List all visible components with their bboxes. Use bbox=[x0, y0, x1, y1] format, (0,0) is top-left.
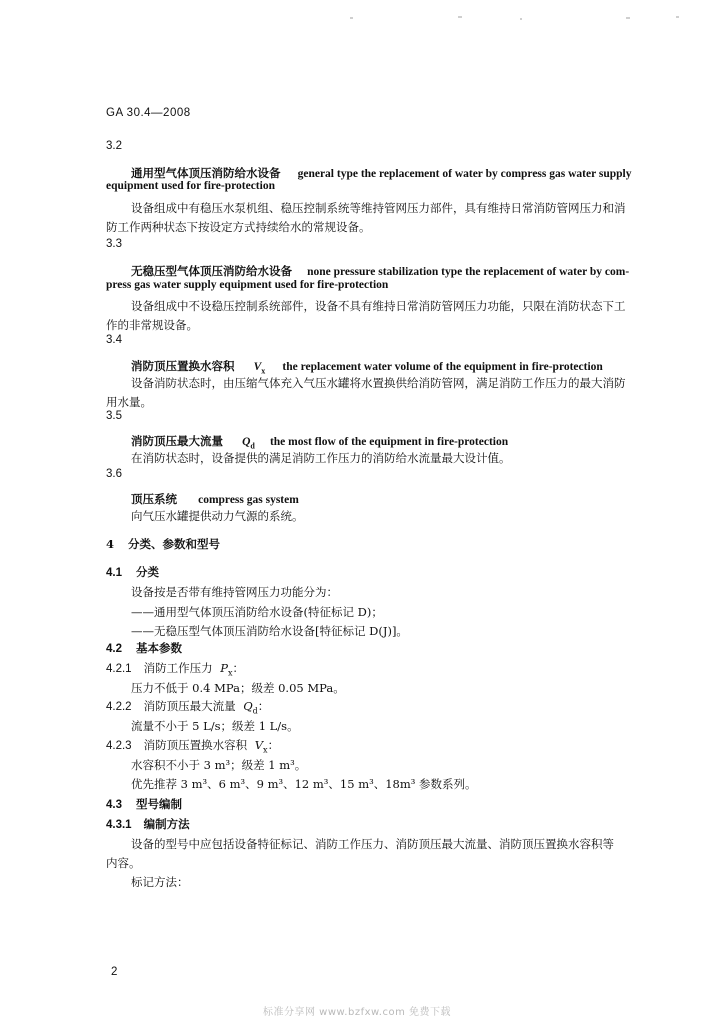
body-line: 设备的型号中应包括设备特征标记、消防工作压力、消防顶压最大流量、消防顶压置换水容积等 bbox=[131, 837, 614, 851]
watermark-footer: 标准分享网 www.bzfxw.com 免费下载 bbox=[263, 1007, 451, 1018]
definition-line: 在消防状态时，设备提供的满足消防工作压力的消防给水流量最大设计值。 bbox=[131, 451, 511, 465]
body-line: 标记方法： bbox=[131, 875, 189, 889]
clause-number-3-5: 3.5 bbox=[106, 410, 122, 422]
term-cn: 通用型气体顶压消防给水设备 bbox=[131, 166, 281, 180]
list-item: ——无稳压型气体顶压消防给水设备[特征标记 D(J)]。 bbox=[131, 624, 408, 638]
term-en: general type the replacement of water by compress gas water supply bbox=[297, 168, 632, 180]
parameter-symbol: $P_x$ bbox=[220, 661, 233, 678]
term-cn: 无稳压型气体顶压消防给水设备 bbox=[131, 264, 292, 278]
body-line: 内容。 bbox=[106, 856, 141, 870]
term-en-continued: equipment used for fire-protection bbox=[106, 180, 275, 192]
term-en: none pressure stabilization type the replacement of water by com- bbox=[307, 266, 630, 278]
term-3-4 bbox=[131, 355, 603, 375]
definition-line: 作的非常规设备。 bbox=[106, 318, 198, 332]
term-en: the most flow of the equipment in fire-protection bbox=[269, 436, 509, 448]
body-line: 流量不小于 5 L/s；级差 1 L/s。 bbox=[131, 719, 299, 733]
body-line: 优先推荐 3 m³、6 m³、9 m³、12 m³、15 m³、18m³ 参数系列。 bbox=[131, 777, 477, 791]
parameter-symbol: $V_x$ bbox=[254, 738, 268, 755]
term-cn: 顶压系统 bbox=[131, 492, 177, 506]
term-en: the replacement water volume of the equipment in fire-protection bbox=[282, 361, 603, 373]
term-3-2 bbox=[131, 162, 631, 181]
definition-line: 用水量。 bbox=[106, 395, 152, 409]
body-line: 水容积不小于 3 m³；级差 1 m³。 bbox=[131, 758, 307, 772]
clause-heading-4-3: 4.3 型号编制 bbox=[106, 797, 182, 811]
clause-number-3-2: 3.2 bbox=[106, 140, 122, 152]
list-item: ——通用型气体顶压消防给水设备(特征标记 D)； bbox=[131, 605, 383, 619]
term-symbol: $V_x$ bbox=[253, 361, 266, 376]
definition-line: 设备组成中有稳压水泵机组、稳压控制系统等维持管网压力部件，具有维持日常消防管网压力和消 bbox=[131, 201, 626, 215]
body-line: 设备按是否带有维持管网压力功能分为： bbox=[131, 585, 338, 599]
term-3-5 bbox=[131, 430, 508, 450]
definition-line: 防工作两种状态下按设定方式持续给水的常规设备。 bbox=[106, 220, 371, 234]
body-line: 压力不低于 0.4 MPa；级差 0.05 MPa。 bbox=[131, 681, 345, 695]
clause-heading-4-3-1: 4.3.1 编制方法 bbox=[106, 817, 190, 831]
parameter-symbol: $Q_d$ bbox=[243, 699, 258, 716]
definition-line: 向气压水罐提供动力气源的系统。 bbox=[131, 509, 304, 523]
term-en-continued: press gas water supply equipment used for fire-protection bbox=[106, 279, 389, 291]
definition-line: 设备组成中不设稳压控制系统部件，设备不具有维持日常消防管网压力功能，只限在消防状态下工 bbox=[131, 299, 626, 313]
clause-heading-4-2-2: 4.2.2 消防顶压最大流量 $Q_d$： bbox=[106, 699, 270, 716]
clause-number-3-6: 3.6 bbox=[106, 468, 122, 480]
section-heading-4: 4 分类、参数和型号 bbox=[106, 537, 221, 551]
term-3-6 bbox=[131, 488, 299, 507]
term-3-3 bbox=[131, 260, 629, 279]
clause-number-3-4: 3.4 bbox=[106, 334, 122, 346]
term-en: compress gas system bbox=[198, 494, 299, 506]
standard-code-header: GA 30.4—2008 bbox=[106, 107, 191, 119]
term-cn: 消防顶压最大流量 bbox=[131, 434, 223, 448]
clause-heading-4-1: 4.1 分类 bbox=[106, 565, 159, 579]
page-number: 2 bbox=[111, 966, 118, 978]
clause-heading-4-2: 4.2 基本参数 bbox=[106, 641, 182, 655]
clause-heading-4-2-3: 4.2.3 消防顶压置换水容积 $V_x$： bbox=[106, 738, 280, 755]
term-cn: 消防顶压置换水容积 bbox=[131, 359, 235, 373]
clause-heading-4-2-1: 4.2.1 消防工作压力 $P_x$： bbox=[106, 661, 244, 678]
clause-number-3-3: 3.3 bbox=[106, 238, 122, 250]
term-symbol: $Q_d$ bbox=[242, 436, 255, 451]
definition-line: 设备消防状态时，由压缩气体充入气压水罐将水置换供给消防管网，满足消防工作压力的最大消防 bbox=[131, 376, 626, 390]
